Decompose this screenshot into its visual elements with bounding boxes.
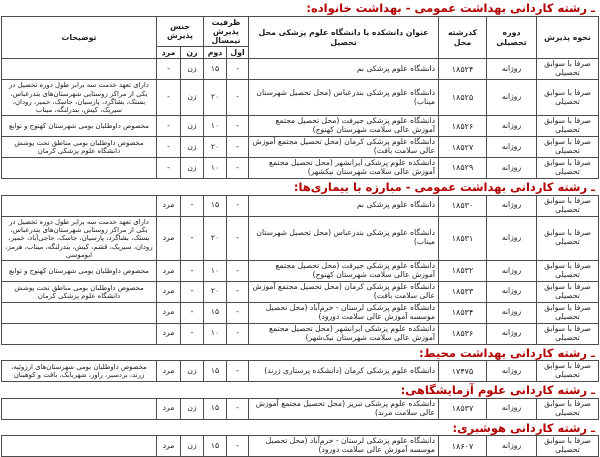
table-row xyxy=(2,436,599,457)
cell-gender-male: - xyxy=(156,80,180,116)
header-capacity-first: اول xyxy=(227,47,249,59)
cell-institution: دانشگاه علوم پزشکی کرمان (محل تحصیل مجتمع آموزش عالی سلامت بافت) xyxy=(249,282,439,303)
cell-admission-method: صرفا با سوابق تحصیلی xyxy=(537,436,599,457)
table-row xyxy=(2,195,599,216)
cell-notes: مخصوص داوطلبان بومی شهرستان‌های ارزوئیه، زرند، بردسیر، راور، شهربابک، بافت و کوهبنان xyxy=(2,361,157,382)
header-course-period: دوره تحصیلی xyxy=(487,16,537,59)
cell-capacity-first: - xyxy=(227,323,249,344)
cell-gender-female: - xyxy=(181,216,204,260)
cell-capacity-second: ۲۰ xyxy=(203,137,226,158)
program-section xyxy=(1,179,599,345)
header-capacity-second: دوم xyxy=(203,47,226,59)
admission-table xyxy=(1,398,599,420)
cell-gender-male: - xyxy=(156,137,180,158)
table-body xyxy=(2,398,599,419)
cell-course-period: روزانه xyxy=(487,158,537,179)
cell-admission-method: صرفا با سوابق تحصیلی xyxy=(537,80,599,116)
cell-code: ۱۸۵۳۲ xyxy=(439,261,487,282)
cell-gender-male: مرد xyxy=(157,216,181,260)
cell-code: ۱۸۶۰۷ xyxy=(439,436,487,457)
table-row xyxy=(2,282,599,303)
cell-gender-male: - xyxy=(156,158,180,179)
cell-gender-female: - xyxy=(181,302,204,323)
admission-table xyxy=(1,195,599,345)
table-row xyxy=(1,80,598,116)
cell-gender-male: مرد xyxy=(157,261,181,282)
cell-code: ۱۸۵۲۴ xyxy=(439,59,487,80)
cell-code: ۱۸۵۳۴ xyxy=(439,302,487,323)
cell-code: ۱۸۵۲۹ xyxy=(439,158,487,179)
cell-code: ۱۸۵۳۶ xyxy=(439,323,487,344)
cell-institution: دانشگاه علوم پزشکی جیرفت (محل تحصیل مجتمع آموزش عالی سلامت شهرستان کهنوج) xyxy=(249,116,439,137)
cell-admission-method: صرفا با سوابق تحصیلی xyxy=(537,116,599,137)
cell-notes xyxy=(2,302,157,323)
cell-capacity-first: - xyxy=(227,195,249,216)
cell-capacity-first: - xyxy=(227,261,249,282)
cell-gender-male: مرد xyxy=(157,436,181,457)
cell-gender-male: مرد xyxy=(157,195,181,216)
section-title: ـ رشته کاردانی بهداشت عمومی - بهداشت خانواده: xyxy=(306,1,595,15)
cell-institution: دانشکده علوم پزشکی ایرانشهر (محل تحصیل مجتمع آموزش عالی سلامت شهرستان نیکشهر) xyxy=(249,158,439,179)
cell-notes xyxy=(2,323,157,344)
cell-capacity-first: - xyxy=(227,116,249,137)
cell-gender-male: مرد xyxy=(157,282,181,303)
cell-admission-method: صرفا با سوابق تحصیلی xyxy=(537,261,599,282)
cell-capacity-first: - xyxy=(227,80,249,116)
cell-course-period: روزانه xyxy=(487,116,537,137)
table-header-row-1 xyxy=(1,16,598,47)
table-row xyxy=(2,361,599,382)
cell-institution: دانشکده علوم پزشکی ایرانشهر (محل تحصیل مجتمع آموزش عالی سلامت شهرستان نیک‌شهر) xyxy=(249,323,439,344)
admission-table xyxy=(1,360,599,382)
cell-gender-female: زن xyxy=(181,361,204,382)
cell-capacity-first: - xyxy=(227,158,249,179)
cell-admission-method: صرفا با سوابق تحصیلی xyxy=(537,195,599,216)
table-row xyxy=(1,158,598,179)
cell-course-period: روزانه xyxy=(487,137,537,158)
cell-institution: دانشگاه علوم پزشکی بندرعباس (محل تحصیل شهرستان میناب) xyxy=(249,80,439,116)
cell-gender-male: مرد xyxy=(157,398,181,419)
cell-gender-female: زن xyxy=(180,137,203,158)
header-gender-male: مرد xyxy=(156,47,180,59)
cell-notes: مخصوص داوطلبان بومی شهرستان کهنوج و توابع xyxy=(1,116,156,137)
table-row xyxy=(2,216,599,260)
cell-admission-method: صرفا با سوابق تحصیلی xyxy=(537,302,599,323)
cell-notes xyxy=(1,59,156,80)
cell-code: ۱۸۵۳۷ xyxy=(439,398,487,419)
cell-gender-female: زن xyxy=(181,398,204,419)
cell-code: ۱۸۵۲۵ xyxy=(439,80,487,116)
cell-capacity-second: ۱۵ xyxy=(204,195,227,216)
cell-notes: مخصوص داوطلبان بومی مناطق تحت پوشش دانشگاه علوم پزشکی کرمان xyxy=(2,282,157,303)
cell-gender-female: زن xyxy=(180,158,203,179)
cell-notes: دارای تعهد خدمت سه برابر طول دوره تحصیل در یکی از مراکز روستایی شهرستان‌های بندرعباس، بستک، بشاگرد، پارسیان، جاسک، خمیر، رودان، سیریک، کیش، بندرلنگه، میناب xyxy=(1,80,156,116)
cell-notes xyxy=(1,158,156,179)
cell-capacity-second: ۱۵ xyxy=(204,398,227,419)
cell-admission-method: صرفا با سوابق تحصیلی xyxy=(537,282,599,303)
header-capacity-group: ظرفیت پذیرش نیمسال xyxy=(203,16,248,47)
cell-admission-method: صرفا با سوابق تحصیلی xyxy=(537,361,599,382)
cell-capacity-second: ۱۵ xyxy=(203,59,226,80)
cell-capacity-second: ۲۰ xyxy=(203,80,226,116)
cell-code: ۱۸۵۳۳ xyxy=(439,282,487,303)
cell-gender-male: مرد xyxy=(157,302,181,323)
header-gender-female: زن xyxy=(180,47,203,59)
table-row xyxy=(2,398,599,419)
cell-gender-male: - xyxy=(156,59,180,80)
section-title: ـ رشته کاردانی بهداشت محیط: xyxy=(419,345,595,360)
header-admission-method: نحوه پذیرش xyxy=(537,16,599,59)
program-section xyxy=(1,345,599,383)
table-row xyxy=(2,302,599,323)
cell-capacity-first: - xyxy=(227,137,249,158)
cell-course-period: روزانه xyxy=(487,361,537,382)
table-body xyxy=(2,361,599,382)
cell-institution: دانشگاه علوم پزشکی کرمان (محل تحصیل مجتمع آموزش عالی سلامت بافت) xyxy=(249,137,439,158)
cell-gender-female: زن xyxy=(180,80,203,116)
cell-capacity-second: ۱۵ xyxy=(204,436,227,457)
header-code: کدرشته محل xyxy=(439,16,487,59)
table-row xyxy=(1,116,598,137)
cell-capacity-second: ۱۵ xyxy=(204,361,227,382)
section-title: ـ رشته کاردانی بهداشت عمومی - مبارزه با بیماری‌ها: xyxy=(293,180,595,195)
cell-gender-female: زن xyxy=(181,436,204,457)
cell-institution: دانشگاه علوم پزشکی بم xyxy=(249,59,439,80)
cell-admission-method: صرفا با سوابق تحصیلی xyxy=(537,216,599,260)
cell-admission-method: صرفا با سوابق تحصیلی xyxy=(537,323,599,344)
cell-gender-female: زن xyxy=(180,59,203,80)
cell-course-period: روزانه xyxy=(487,282,537,303)
cell-capacity-second: ۱۰ xyxy=(203,116,226,137)
admission-table xyxy=(1,16,599,180)
cell-capacity-first: - xyxy=(227,59,249,80)
cell-gender-male: مرد xyxy=(157,361,181,382)
cell-course-period: روزانه xyxy=(487,261,537,282)
cell-capacity-second: ۱۵ xyxy=(204,302,227,323)
cell-notes xyxy=(2,195,157,216)
cell-gender-male: مرد xyxy=(157,323,181,344)
cell-capacity-first: - xyxy=(227,282,249,303)
cell-capacity-first: - xyxy=(227,216,249,260)
cell-capacity-second: ۱۰ xyxy=(204,261,227,282)
cell-institution: دانشگاه علوم پزشکی بندرعباس (محل تحصیل شهرستان میناب) xyxy=(249,216,439,260)
cell-capacity-second: ۱۰ xyxy=(204,323,227,344)
cell-notes: مخصوص داوطلبان بومی شهرستان کهنوج و توابع xyxy=(2,261,157,282)
cell-institution: دانشگاه علوم پزشکی لرستان - خرم‌آباد (محل تحصیل موسسه آموزش عالی سلامت دورود) xyxy=(249,302,439,323)
cell-notes xyxy=(2,398,157,419)
cell-gender-female: - xyxy=(181,282,204,303)
cell-gender-male: - xyxy=(156,116,180,137)
cell-notes: دارای تعهد خدمت سه برابر طول دوره تحصیل در یکی از مراکز روستایی شهرستان‌های بندرعباس، بستک، بشاگرد، پارسیان، جاسک، حاجی‌آباد، خمیر، رودان، سیریک، قشم، کیش، بندرلنگه، میناب، هرمز، ابوموسی xyxy=(2,216,157,260)
cell-capacity-second: ۲۰ xyxy=(204,282,227,303)
cell-course-period: روزانه xyxy=(487,436,537,457)
cell-course-period: روزانه xyxy=(487,323,537,344)
cell-code: ۱۸۵۲۶ xyxy=(439,116,487,137)
header-gender-group: جنس پذیرش xyxy=(156,16,203,47)
table-row xyxy=(1,59,598,80)
cell-institution: دانشگاه علوم پزشکی جیرفت (محل تحصیل مجتمع آموزش عالی سلامت شهرستان کهنوج) xyxy=(249,261,439,282)
cell-capacity-first: - xyxy=(227,361,249,382)
cell-code: ۱۷۴۷۵ xyxy=(439,361,487,382)
table-row xyxy=(1,137,598,158)
section-title: ـ رشته کاردانی هوشبری: xyxy=(452,420,595,435)
cell-gender-female: - xyxy=(181,323,204,344)
table-row xyxy=(2,261,599,282)
cell-capacity-second: ۲۰ xyxy=(204,216,227,260)
cell-gender-female: زن xyxy=(180,116,203,137)
cell-gender-female: - xyxy=(181,261,204,282)
cell-capacity-second: ۱۰ xyxy=(203,158,226,179)
admission-tables-page xyxy=(1,0,599,457)
cell-institution: دانشگاه علوم پزشکی بم xyxy=(249,195,439,216)
cell-course-period: روزانه xyxy=(487,216,537,260)
cell-course-period: روزانه xyxy=(487,398,537,419)
header-notes: توضیحات xyxy=(1,16,156,59)
cell-code: ۱۸۵۲۷ xyxy=(439,137,487,158)
cell-course-period: روزانه xyxy=(487,302,537,323)
cell-admission-method: صرفا با سوابق تحصیلی xyxy=(537,59,599,80)
cell-notes: مخصوص داوطلبان بومی مناطق تحت پوشش دانشگاه علوم پزشکی کرمان xyxy=(1,137,156,158)
cell-code: ۱۸۵۳۰ xyxy=(439,195,487,216)
cell-admission-method: صرفا با سوابق تحصیلی xyxy=(537,398,599,419)
table-row xyxy=(2,323,599,344)
header-institution: عنوان دانشکده یا دانشگاه علوم پزشکی محل تحصیل xyxy=(249,16,439,59)
cell-course-period: روزانه xyxy=(487,80,537,116)
cell-course-period: روزانه xyxy=(487,59,537,80)
cell-admission-method: صرفا با سوابق تحصیلی xyxy=(537,137,599,158)
cell-notes xyxy=(2,436,157,457)
admission-table xyxy=(1,435,599,457)
program-section xyxy=(1,420,599,457)
section-title: ـ رشته کاردانی علوم آزمایشگاهی: xyxy=(400,383,595,398)
cell-course-period: روزانه xyxy=(487,195,537,216)
cell-capacity-first: - xyxy=(227,302,249,323)
cell-gender-female: - xyxy=(181,195,204,216)
cell-institution: دانشکده علوم پزشکی تبریز (محل تحصیل مجتمع آموزش عالی سلامت مرند) xyxy=(249,398,439,419)
table-body xyxy=(2,436,599,457)
table-body xyxy=(1,16,598,179)
cell-institution: دانشگاه علوم پزشکی کرمان (دانشکده پرستاری زرند) xyxy=(249,361,439,382)
cell-capacity-first: - xyxy=(227,398,249,419)
program-section xyxy=(1,0,599,179)
program-section xyxy=(1,382,599,420)
cell-admission-method: صرفا با سوابق تحصیلی xyxy=(537,158,599,179)
cell-capacity-first: - xyxy=(227,436,249,457)
cell-code: ۱۸۵۳۱ xyxy=(439,216,487,260)
table-body xyxy=(2,195,599,344)
cell-institution: دانشگاه علوم پزشکی لرستان - خرم‌آباد (محل تحصیل موسسه آموزش عالی سلامت دورود) xyxy=(249,436,439,457)
